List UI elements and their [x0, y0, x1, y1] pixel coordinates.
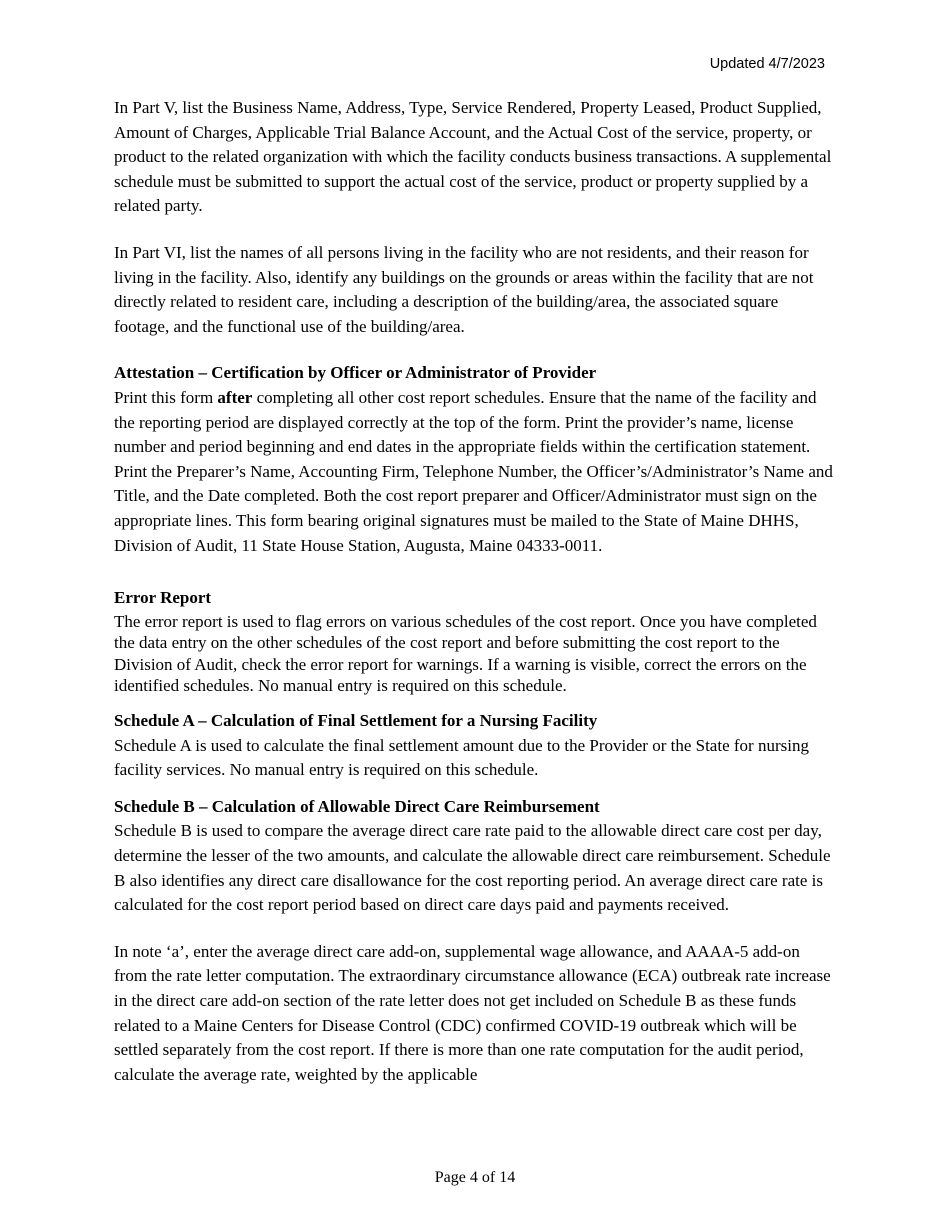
- page-number: Page 4 of 14: [434, 1169, 516, 1186]
- attestation-paragraph: [114, 386, 836, 558]
- schedule-b-section: [114, 795, 836, 1088]
- schedule-a-section: [114, 709, 836, 783]
- error-report-section: [114, 586, 836, 697]
- document-body: [114, 96, 836, 1087]
- attestation-text-after: completing all other cost report schedules. Ensure that the name of the facility and the reporting period are displayed correctly at the top of the form. Print the provider’s name, license number and period beginning and end dates in the appropriate fields within the certification statement. Print the Preparer’s Name, Accounting Firm, Telephone Number, the Officer’s/Administrator’s Name and Title, and the Date completed. Both the cost report preparer and Officer/Administrator must sign on the appropriate lines. This form bearing original signatures must be mailed to the State of Maine DHHS, Division of Audit, 11 State House Station, Augusta, Maine 04333-0011.: [114, 387, 833, 555]
- attestation-heading: Attestation – Certification by Officer or Administrator of Provider: [114, 363, 597, 383]
- part-v-paragraph: In Part V, list the Business Name, Address, Type, Service Rendered, Property Leased, Product Supplied, Amount of Charges, Applicable Trial Balance Account, and the Actual Cost of the service, property, or product to the related organization with which the facility conducts business transactions. A supplemental schedule must be submitted to support the actual cost of the service, product or property supplied by a related party.: [114, 98, 832, 216]
- attestation-bold-word: after: [217, 387, 253, 407]
- schedule-b-note-a-paragraph: In note ‘a’, enter the average direct care add-on, supplemental wage allowance, and AAAA-5 add-on from the rate letter computation. The extraordinary circumstance allowance (ECA) outbreak rate increase in the direct care add-on section of the rate letter does not get included on Schedule B as these funds related to a Maine Centers for Disease Control (CDC) confirmed COVID-19 outbreak which will be settled separately from the cost report. If there is more than one rate computation for the audit period, calculate the average rate, weighted by the applicable: [114, 941, 831, 1084]
- schedule-a-paragraph: Schedule A is used to calculate the final settlement amount due to the Provider or the State for nursing facility services. No manual entry is required on this schedule.: [114, 735, 809, 780]
- part-vi-paragraph: In Part VI, list the names of all persons living in the facility who are not residents, and their reason for living in the facility. Also, identify any buildings on the grounds or areas within the facility that are not directly related to resident care, including a description of the building/area, the associated square footage, and the functional use of the building/area.: [114, 242, 814, 336]
- schedule-b-heading: Schedule B – Calculation of Allowable Direct Care Reimbursement: [114, 796, 600, 816]
- attestation-section: [114, 361, 836, 558]
- schedule-b-paragraph: Schedule B is used to compare the average direct care rate paid to the allowable direct care cost per day, determine the lesser of the two amounts, and calculate the allowable direct care reimbursement. Schedule B also identifies any direct care disallowance for the cost reporting period. An average direct care rate is calculated for the cost report period based on direct care days paid and payments received.: [114, 821, 831, 915]
- schedule-a-heading: Schedule A – Calculation of Final Settlement for a Nursing Facility: [114, 711, 598, 731]
- updated-date: Updated 4/7/2023: [709, 56, 825, 72]
- attestation-text-before: Print this form: [114, 387, 218, 407]
- error-report-heading: Error Report: [114, 588, 212, 608]
- error-report-paragraph: The error report is used to flag errors on various schedules of the cost report. Once you have completed the data entry on the other schedules of the cost report and before submitting the cost report to the Division of Audit, check the error report for warnings. If a warning is visible, correct the errors on the identified schedules. No manual entry is required on this schedule.: [114, 611, 817, 696]
